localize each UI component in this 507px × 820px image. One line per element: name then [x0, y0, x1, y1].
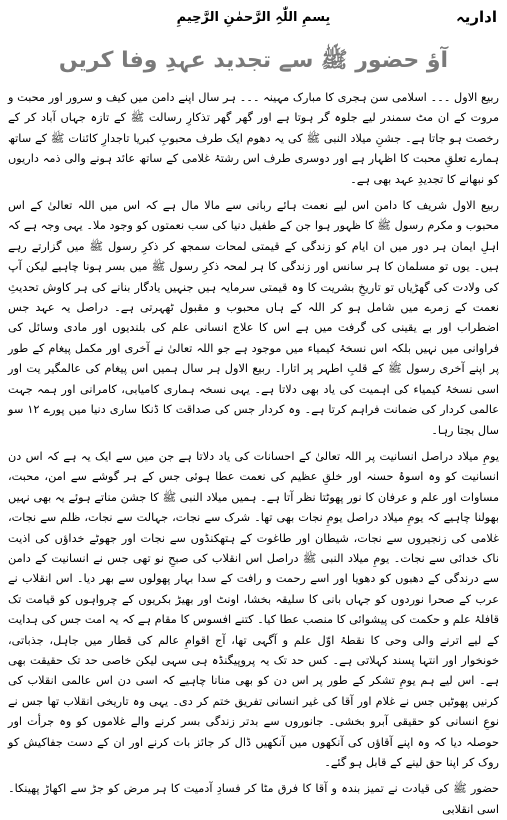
editorial-title: آؤ حضور ﷺ سے تجدید عہدِ وفا کریں	[58, 48, 449, 73]
paragraph-1: ربیع الاول ۔۔۔ اسلامی سن ہجری کا مبارک مہینہ ۔۔۔ ہر سال اپنے دامن میں کیف و سرور اور محبت و مروت کے ان مٹ سمندر لیے جلوہ گر ہوتا ہے اور گھر گھر تذکارِ رسالت ﷺ کے تازہ جہاں آباد کر کے رخصت ہو جاتا ہے۔ جشنِ میلاد النبی ﷺ کی یہ دھوم ایک طرف محبوبِ کبریا تاجدارِ کائنات ﷺ کے ساتھ ہمارے تعلقِ محبت کا اظہار ہے اور دوسری طرف اس رشتۂ غلامی کے ساتھ عائد ہونے والی ذمہ داریوں کو نبھانے کا تجدیدِ عہد بھی ہے۔	[8, 91, 499, 186]
paragraph-3: یومِ میلاد دراصل انسانیت پر اللہ تعالیٰ کے احسانات کی یاد دلاتا ہے جن میں سے ایک یہ ہے کہ اس دن انسانیت کو وہ اسوۂ حسنہ اور خلقِ عظیم کی نعمت عطا ہوئی جس کے ہر گوشے سے امن، محبت، مساوات اور علم و عرفان کا نور پھوٹتا نظر آتا ہے۔ ہمیں میلاد النبی ﷺ کا جشن مناتے ہوئے یہ بھی نہیں بھولنا چاہیے کہ یومِ میلاد دراصل یومِ نجات بھی تھا۔ شرک سے نجات، جہالت سے نجات، ظلم سے نجات، غلامی کی زنجیروں سے نجات، شیطان اور طاغوت کے ہتھکنڈوں سے نجات اور جھوٹے خداؤں کی اذیت ناک خدائی سے نجات۔ یومِ میلاد النبی ﷺ دراصل اس انقلاب کی صبحِ نو تھی جس نے انسانیت کے دامن سے درندگی کے دھبوں کو دھویا اور اسے رحمت و رافت کے سدا بہار پھولوں سے بھر دیا۔ اس انقلاب نے عرب کے صحرا نوردوں کو جہاں بانی کا سلیقہ بخشا، اونٹ اور بھیڑ بکریوں کے چرواہوں کو قیامت تک قافلۂ علم و حکمت کی پیشوائی کا منصب عطا کیا۔ کتنے افسوس کا مقام ہے کہ یہ امت جس کی ہدایت کے لیے اترنے والی وحی کا نقطۂ اوّل علم و آگہی تھا، آج اقوامِ عالم کی قطار میں جاہل، جذباتی، خونخوار اور انتہا پسند کہلاتی ہے۔ کس حد تک یہ پروپیگنڈہ ہی سہی لیکن خاصی حد تک حقیقت بھی ہے۔ اس لیے ہم یومِ تشکر کے طور پر اس دن کو بھی منانا چاہیے کہ اسی دن اس عالمی انقلاب کی کرنیں پھوٹیں جس نے غلام اور آقا کی غیر انسانی تفریق ختم کر دی۔ یہی وہ تاریخی انقلاب تھا جس نے نوعِ انسانی کو حقیقی آبرو بخشی۔ جانوروں سے بدتر زندگی بسر کرنے والے غلاموں کو وہ جرأت اور حوصلہ دیا کہ وہ اپنے آقاؤں کی آنکھوں میں آنکھیں ڈال کر جائز بات کرنے اور ان کے دست جفاکیش کو روک کر اپنا حق لینے کے قابل ہو گئے۔	[8, 449, 499, 769]
paragraph-4: حضور ﷺ کی قیادت نے تمیز بندہ و آقا کا فرق مٹا کر فسادِ آدمیت کا ہر مرض کو جڑ سے اکھاڑ پھینکا۔ اسی انقلابی	[8, 782, 499, 816]
editorial-body	[6, 88, 501, 820]
page-header	[6, 4, 501, 36]
bismillah: بِسمِ اللّٰہِ الرَّحمٰنِ الرَّحِیمِ	[176, 10, 331, 25]
section-label: اداریہ	[455, 8, 497, 26]
paragraph-2: ربیع الاول شریف کا دامن اس لیے نعمت ہائے ربانی سے مالا مال ہے کہ اس میں اللہ تعالیٰ کے اس محبوب و مکرم رسول ﷺ کا ظہور ہوا جن کے طفیل دنیا کی سب نعمتوں کو وجود ملا۔ یہی وجہ ہے کہ اہلِ ایمان ہر دور میں ان ایام کو زندگی کے قیمتی لمحات سمجھ کر ذکرِ رسول ﷺ میں گزارتے رہے ہیں۔ یوں تو مسلمان کا ہر سانس اور زندگی کا ہر لمحہ ذکرِ رسول ﷺ میں بسر ہونا چاہیے لیکن آپ کی ولادت کی گھڑیاں تو تاریخِ بشریت کا وہ قیمتی سرمایہ ہیں جنہیں یادگار بنانے کی ہر کاوش تحدیثِ نعمت کے زمرے میں شامل ہو کر اللہ کے ہاں محبوب و مقبول ٹھہرتی ہے۔ دراصل یہ عہد جس اضطراب اور بے یقینی کی گرفت میں ہے اس کا علاج انسانی علم کی بلندیوں اور مادی وسائل کی فراوانی میں نہیں بلکہ اس نسخۂ کیمیاء میں موجود ہے جو اللہ تعالیٰ نے آخری اور مکمل پیغام کے طور پر اپنے آخری رسول ﷺ کے قلبِ اطہر پر اتارا۔ ربیع الاول ہر سال ہمیں اس پیغام کی عالمگیر یت اور اسی نسخۂ کیمیاء کی اہمیت کی یاد بھی دلاتا ہے۔ یہی نسخہ ہماری کامیابی، کامرانی اور ہمہ جہت عالمی کردار کی ضمانت فراہم کرتا ہے۔ وہ کردار جس کی صداقت کا ڈنکا ساری دنیا میں پورے ۱۲ سو سال بجتا رہا۔	[8, 199, 500, 437]
